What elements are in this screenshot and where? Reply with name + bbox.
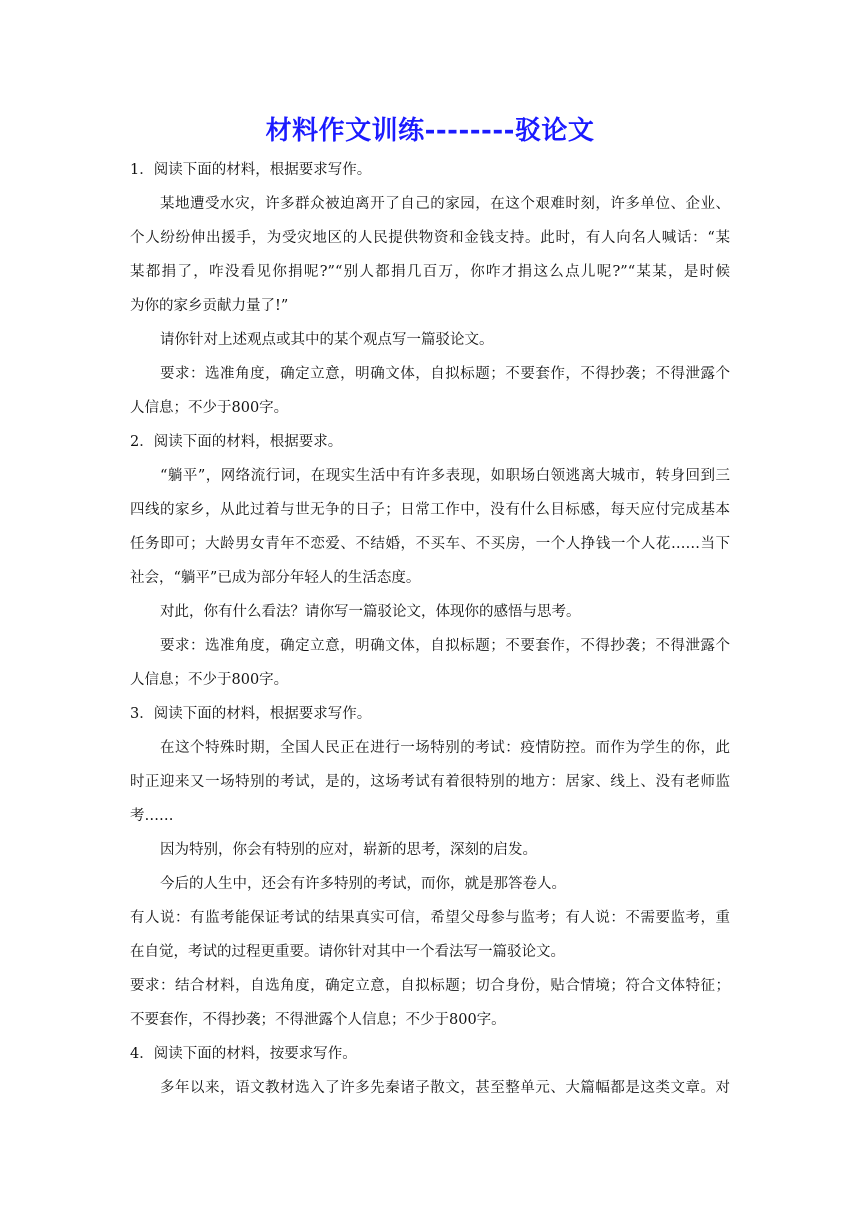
paragraph-line: 对此，你有什么看法？请你写一篇驳论文，体现你的感悟与思考。 <box>160 604 581 620</box>
paragraph-line: 人信息；不少于800字。 <box>130 672 289 688</box>
paragraph-line: 人信息；不少于800字。 <box>130 400 289 416</box>
paragraph-line: 因为特别，你会有特别的应对，崭新的思考，深刻的启发。 <box>160 842 537 858</box>
paragraph-line: 考…… <box>130 808 174 824</box>
paragraph-line: 不要套作，不得抄袭；不得泄露个人信息；不少于800字。 <box>130 1012 506 1028</box>
paragraph-line: 任务即可；大龄男女青年不恋爱、不结婚，不买车、不买房，一个人挣钱一个人花……当下 <box>130 536 730 552</box>
paragraph-line: 有人说：有监考能保证考试的结果真实可信，希望父母参与监考；有人说：不需要监考，重 <box>130 910 730 926</box>
paragraph-line: “躺平”，网络流行词，在现实生活中有许多表现，如职场白领逃离大城市，转身回到三 <box>160 468 730 484</box>
paragraph-line: 在这个特殊时期，全国人民正在进行一场特别的考试：疫情防控。而作为学生的你，此 <box>160 740 730 756</box>
paragraph-line: 社会，“躺平”已成为部分年轻人的生活态度。 <box>130 570 421 586</box>
question-heading: 3．阅读下面的材料，根据要求写作。 <box>130 706 372 722</box>
paragraph-line: 个人纷纷伸出援手，为受灾地区的人民提供物资和金钱支持。此时，有人向名人喊话：“某 <box>130 230 730 246</box>
question-heading: 1．阅读下面的材料，根据要求写作。 <box>130 162 372 178</box>
paragraph-line: 多年以来，语文教材选入了许多先秦诸子散文，甚至整单元、大篇幅都是这类文章。对 <box>160 1080 730 1096</box>
paragraph-line: 今后的人生中，还会有许多特别的考试，而你，就是那答卷人。 <box>160 876 566 892</box>
question-heading: 2．阅读下面的材料，根据要求。 <box>130 434 343 450</box>
paragraph-line: 要求：选准角度，确定立意，明确文体，自拟标题；不要套作，不得抄袭；不得泄露个 <box>160 366 730 382</box>
paragraph-line: 要求：选准角度，确定立意，明确文体，自拟标题；不要套作，不得抄袭；不得泄露个 <box>160 638 730 654</box>
paragraph-line: 请你针对上述观点或其中的某个观点写一篇驳论文。 <box>160 332 494 348</box>
paragraph-line: 某都捐了，咋没看见你捐呢?”“别人都捐几百万，你咋才捐这么点儿呢?”“某某，是时候 <box>130 264 730 280</box>
paragraph-line: 时正迎来又一场特别的考试，是的，这场考试有着很特别的地方：居家、线上、没有老师监 <box>130 774 730 790</box>
document-title: 材料作文训练--------驳论文 <box>265 116 595 146</box>
paragraph-line: 四线的家乡，从此过着与世无争的日子；日常工作中，没有什么目标感，每天应付完成基本 <box>130 502 730 518</box>
paragraph-line: 在自觉，考试的过程更重要。请你针对其中一个看法写一篇驳论文。 <box>130 944 565 960</box>
question-heading: 4．阅读下面的材料，按要求写作。 <box>130 1046 357 1062</box>
paragraph-line: 某地遭受水灾，许多群众被迫离开了自己的家园，在这个艰难时刻，许多单位、企业、 <box>160 196 730 212</box>
paragraph-line: 要求：结合材料，自选角度，确定立意，自拟标题；切合身份，贴合情境；符合文体特征； <box>130 978 730 994</box>
paragraph-line: 为你的家乡贡献力量了!” <box>130 298 289 314</box>
